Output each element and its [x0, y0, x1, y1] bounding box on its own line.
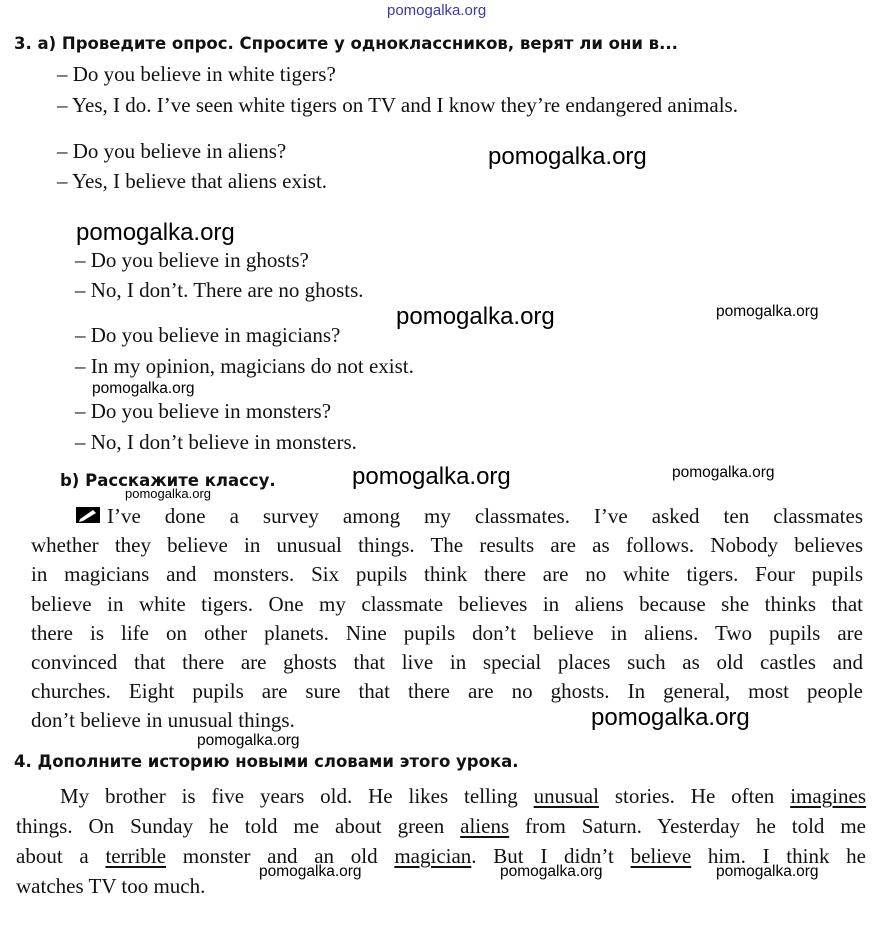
- paragraph-line: whether they believe in unusual things. The results are as follows. Nobody believes: [31, 533, 863, 558]
- story-text: . But I didn’t: [471, 844, 631, 868]
- paragraph-line: believe in white tigers. One my classmate believes in aliens because she thinks that: [31, 591, 863, 616]
- dialogue-question: – Do you believe in monsters?: [75, 399, 332, 423]
- story-text: him. I think he: [691, 844, 866, 868]
- pencil-icon: [75, 505, 101, 525]
- story-text: things. On Sunday he told me about green: [16, 814, 461, 838]
- task3-heading: 3. а) Проведите опрос. Спросите у одноклассников, верят ли они в...: [14, 34, 678, 53]
- watermark: pomogalka.org: [716, 863, 819, 880]
- task4-story: [16, 781, 866, 901]
- story-text: from Saturn. Yesterday he told me: [509, 814, 866, 838]
- story-line: [16, 841, 866, 871]
- story-text: My brother is five years old. He likes telling: [60, 784, 534, 808]
- paragraph-line: churches. Eight pupils are sure that there are no ghosts. In general, most people: [31, 679, 863, 704]
- answer-word: believe: [630, 844, 692, 868]
- watermark: pomogalka.org: [672, 464, 775, 481]
- paragraph-line: don’t believe in unusual things.: [31, 708, 295, 733]
- answer-word: unusual: [533, 784, 599, 808]
- dialogue-question: – Do you believe in magicians?: [75, 323, 341, 347]
- task4-heading: 4. Дополните историю новыми словами этого урока.: [14, 752, 519, 771]
- watermark: pomogalka.org: [396, 303, 555, 330]
- watermark: pomogalka.org: [591, 704, 750, 731]
- paragraph-line: in magicians and monsters. Six pupils think there are no white tigers. Four pupils: [31, 562, 863, 587]
- watermark: pomogalka.org: [76, 219, 235, 246]
- dialogue-answer: – No, I don’t. There are no ghosts.: [75, 278, 364, 302]
- watermark: pomogalka.org: [488, 143, 647, 170]
- answer-word: aliens: [460, 814, 510, 838]
- story-text: monster and an old: [166, 844, 395, 868]
- paragraph-line: there is life on other planets. Nine pupils don’t believe in aliens. Two pupils are: [31, 620, 863, 645]
- part-b-heading: b) Расскажите классу.: [60, 471, 276, 490]
- story-line: [16, 871, 866, 901]
- story-text: about a: [16, 844, 106, 868]
- dialogue-answer: – No, I don’t believe in monsters.: [75, 430, 357, 454]
- paragraph-line: convinced that there are ghosts that live in special places such as old castles and: [31, 649, 863, 674]
- story-text: watches TV too much.: [16, 874, 206, 898]
- story-line: [16, 781, 866, 811]
- dialogue-question: – Do you believe in white tigers?: [57, 62, 336, 86]
- watermark: pomogalka.org: [716, 303, 819, 320]
- watermark: pomogalka.org: [125, 486, 211, 501]
- dialogue-answer: – Yes, I do. I’ve seen white tigers on TV and I know they’re endangered animals.: [57, 93, 738, 117]
- story-text: stories. He often: [598, 784, 791, 808]
- watermark-top: pomogalka.org: [387, 2, 487, 19]
- dialogue-answer: – In my opinion, magicians do not exist.: [75, 354, 414, 378]
- dialogue-question: – Do you believe in aliens?: [57, 139, 287, 163]
- story-line: [16, 811, 866, 841]
- answer-word: terrible: [105, 844, 167, 868]
- paragraph-line: I’ve done a survey among my classmates. I’ve asked ten classmates: [31, 502, 863, 531]
- watermark: pomogalka.org: [197, 732, 300, 749]
- part-b-paragraph: [31, 502, 863, 736]
- watermark: pomogalka.org: [352, 463, 511, 490]
- answer-word: imagines: [790, 784, 867, 808]
- dialogue-answer: – Yes, I believe that aliens exist.: [57, 169, 328, 193]
- watermark: pomogalka.org: [500, 863, 603, 880]
- dialogue-question: – Do you believe in ghosts?: [75, 248, 309, 272]
- watermark: pomogalka.org: [92, 380, 195, 397]
- watermark: pomogalka.org: [259, 863, 362, 880]
- answer-word: magician: [394, 844, 472, 868]
